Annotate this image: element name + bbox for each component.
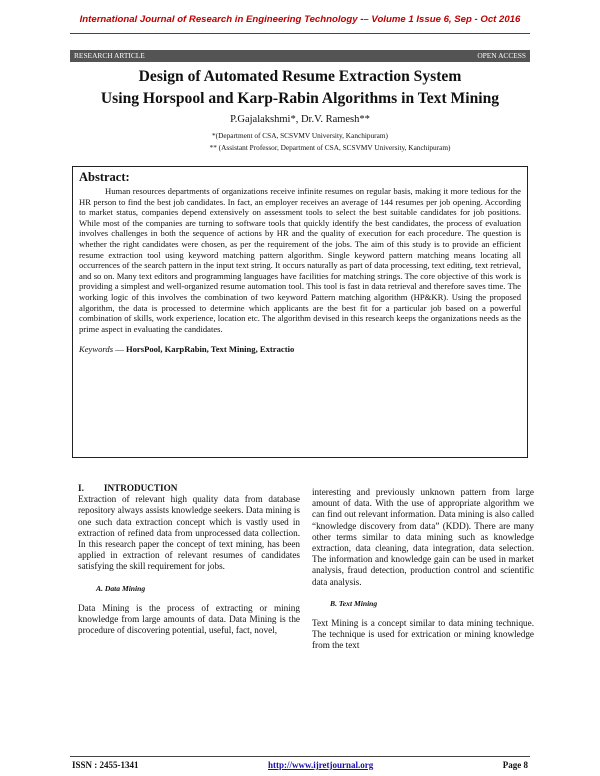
left-column xyxy=(78,483,300,636)
footer-rule xyxy=(70,756,530,757)
affiliation-2: ** (Assistant Professor, Department of CSA, SCSVMV University, Kanchipuram) xyxy=(209,143,451,152)
page-number: Page 8 xyxy=(502,760,528,770)
keywords xyxy=(79,344,521,354)
section-title: INTRODUCTION xyxy=(103,483,178,493)
journal-header: International Journal of Research in Engineering Technology -– Volume 1 Issue 6, Sep - Oct 2016 xyxy=(79,14,521,25)
journal-link[interactable]: http://www.ijretjournal.org xyxy=(267,760,374,770)
abstract-box xyxy=(72,166,528,458)
section-heading-introduction xyxy=(78,483,300,494)
abstract-heading: Abstract: xyxy=(79,170,130,184)
article-type-bar xyxy=(70,50,530,62)
text-mining-paragraph: Text Mining is a concept similar to data mining technique. The technique is used for extrication or mining knowledge from the text xyxy=(312,618,534,651)
article-type-label: RESEARCH ARTICLE xyxy=(74,51,145,60)
keywords-value: HorsPool, KarpRabin, Text Mining, Extractio xyxy=(125,344,295,355)
issn-label: ISSN : 2455-1341 xyxy=(72,760,139,770)
title-line-1: Design of Automated Resume Extraction System xyxy=(138,68,462,85)
continued-paragraph: interesting and previously unknown pattern from large amount of data. With the use of appropriate algorithm we can find out relevant information. Data mining is also called “knowledge discovery from data” (KDD). There are many other terms similar to data mining such as knowledge extraction, data cleaning, data integration, data selection. The information and knowledge gain can be used in market analysis, fraud detection, production control and scientific data analysis. xyxy=(312,487,534,587)
section-number: I. xyxy=(78,483,84,493)
affiliation-1: *(Department of CSA, SCSVMV University, Kanchipuram) xyxy=(212,131,388,140)
access-type-label: OPEN ACCESS xyxy=(477,51,526,60)
data-mining-paragraph: Data Mining is the process of extracting or mining knowledge from large amounts of data. Data Mining is the procedure of discovering potential, useful, fact, novel, xyxy=(78,602,300,636)
authors: P.Gajalakshmi*, Dr.V. Ramesh** xyxy=(230,114,370,125)
header-rule xyxy=(70,33,530,34)
title-line-2: Using Horspool and Karp-Rabin Algorithms in Text Mining xyxy=(100,90,500,107)
right-column xyxy=(312,487,534,652)
page-footer xyxy=(72,760,528,770)
paper-title xyxy=(60,66,540,110)
abstract-text: Human resources departments of organizations receive infinite resumes on regular basis, making it more tedious for the HR person to find the best job candidates. In fact, an employer receives an average of 144 resumes per job opening. According to market status, companies depend extensively on assessment tools to select the best suitable candidates for job positions. While most of the companies are turning to software tools that quickly identify the best candidates, the process of evaluation involves challenges in both the sequence of actions by HR and the quality of execution for each procedure. The question is whether the right candidates were chosen, as per the requirement of the jobs. The aim of this study is to provide an efficient resume extraction tool using keyword matching pattern algorithm. Single keyword pattern matching means locating all occurrences of the search pattern in the input text string. It occurs naturally as part of data processing, text editing, text retrieval, and so on. Many text editors and programming languages have facilities for matching strings. The core objective of this work is providing a simplest and well-organized resume automation tool. This tool is fast in data retrieval and therefore saves time. The working logic of this involves the combination of two keyword Pattern matching algorithm (HP&KR). Using the proposed algorithm, the data is processed to determine which applicants are the best fit for a particular job based on a powerful combination of skills, work experience, location etc. The algorithm devised in this research keeps the organizations needs as the prime aspect in evaluating the candidates. xyxy=(79,186,521,334)
subsection-heading-data-mining: A. Data Mining xyxy=(96,583,146,593)
intro-paragraph: Extraction of relevant high quality data from database repository always assists knowledge seekers. Data mining is one such data extraction concept which is vastly used in extraction of refined data from unprocessed data collection. In this research paper the concept of text mining, has been applied in extraction of relevant resumes of candidates satisfying the skill requirement for jobs. xyxy=(78,494,300,572)
subsection-heading-text-mining: B. Text Mining xyxy=(330,598,378,608)
keywords-dash: — xyxy=(113,344,126,355)
keywords-label: Keywords xyxy=(79,344,114,355)
